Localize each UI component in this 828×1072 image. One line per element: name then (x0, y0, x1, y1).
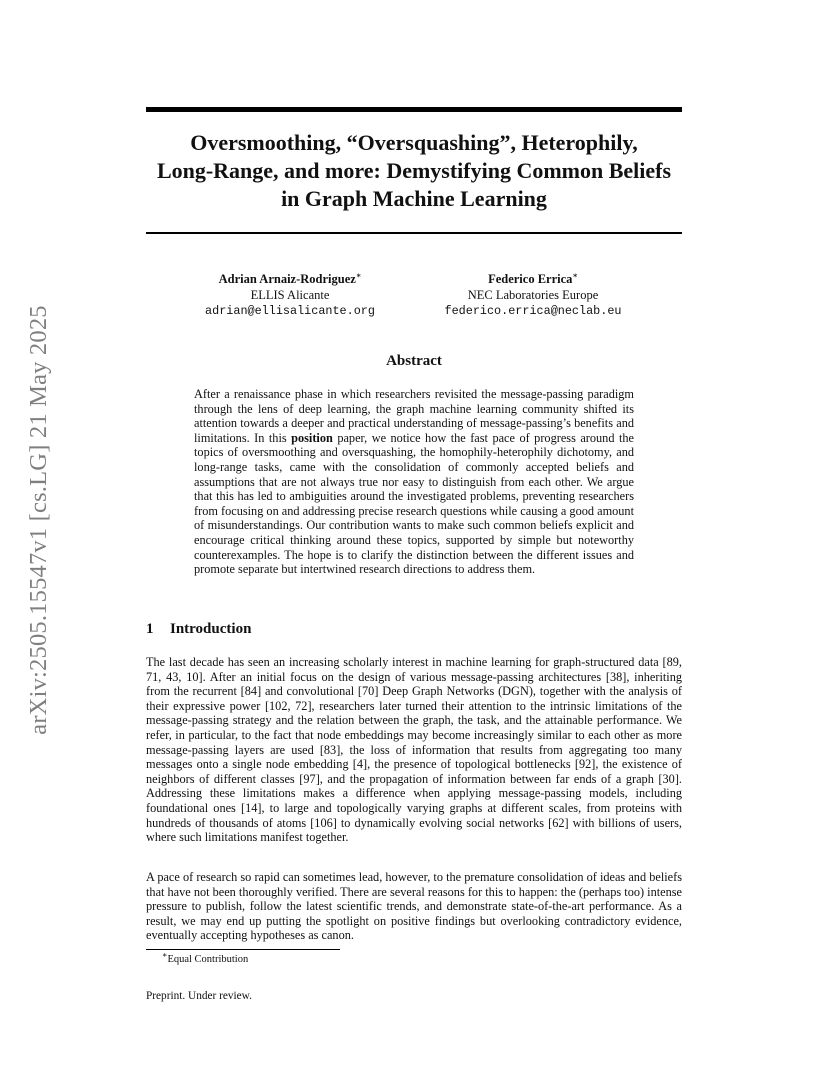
paper-title (146, 129, 682, 213)
author-name: Federico Errica∗ (488, 270, 578, 286)
footnote-text: Equal Contribution (167, 954, 249, 965)
footnote-rule (146, 949, 340, 950)
author-affiliation: NEC Laboratories Europe (467, 288, 599, 302)
section-title: Introduction (170, 621, 252, 637)
author-affiliation: ELLIS Alicante (250, 288, 330, 302)
title-line: in Graph Machine Learning (281, 186, 547, 211)
abstract-bold-word: position (291, 430, 333, 445)
equal-contribution-mark: ∗ (355, 270, 362, 280)
title-line: Long-Range, and more: Demystifying Common Beliefs (156, 158, 672, 183)
preprint-note: Preprint. Under review. (146, 990, 252, 1002)
arxiv-identifier-stamp: arXiv:2505.15547v1 [cs.LG] 21 May 2025 (25, 305, 52, 735)
author-block-2 (430, 271, 636, 319)
abstract-heading: Abstract (386, 353, 442, 369)
footnote (162, 950, 249, 966)
section-number: 1 (146, 621, 154, 637)
author-email[interactable]: federico.errica@neclab.eu (444, 304, 622, 318)
title-bottom-rule (146, 232, 682, 234)
equal-contribution-mark: ∗ (572, 270, 578, 280)
title-line: Oversmoothing, “Oversquashing”, Heterophily, (190, 130, 638, 155)
author-block-1 (190, 271, 390, 319)
intro-paragraph-2: A pace of research so rapid can sometimes lead, however, to the premature consolidation of ideas and beliefs that have not been thoroughly verified. There are several reasons for this to happen: the (perhaps too) intense pressure to publish, follow the latest scientific trends, and demonstrate state-of-the-art performance. As a result, we may end up putting the spotlight on positive findings but overlooking contradictory evidence, eventually accepting hypotheses as canon. (146, 870, 682, 943)
intro-paragraph-1: The last decade has seen an increasing scholarly interest in machine learning for graph-structured data [89, 71, 43, 10]. After an initial focus on the design of various message-passing architectures [38], inheriting from the recurrent [84] and convolutional [70] Deep Graph Networks (DGN), together with the analysis of their expressive power [102, 72], researchers later turned their attention to the intrinsic limitations of the message-passing strategy and the relation between the graph, the task, and the attainable performance. We refer, in particular, to the fact that node embeddings may become increasingly similar to each other as more message-passing layers are used [83], the loss of information that results from aggregating too many messages onto a single node embedding [4], the presence of topological bottlenecks [92], the existence of neighbors of different classes [97], and the propagation of information between far ends of a graph [30]. Addressing these limitations makes a difference when applying message-passing models, including foundational ones [14], to large and topologically varying graphs at different scales, from proteins with hundreds of thousands of atoms [106] to dynamically evolving social networks [62] with billions of users, where such limitations manifest together. (146, 655, 682, 845)
author-name: Adrian Arnaiz-Rodriguez∗ (218, 270, 362, 286)
abstract-body: After a renaissance phase in which researchers revisited the message-passing paradigm through the lens of deep learning, the graph machine learning community shifted its attention towards a deeper and practical understanding of message-passing’s benefits and limitations. In this position paper, we notice how the fast pace of progress around the topics of oversmoothing and oversquashing, the homophily-heterophily dichotomy, and long-range tasks, came with the consolidation of commonly accepted beliefs and assumptions that are not always true nor easy to distinguish from each other. We argue that this has led to ambiguities around the investigated problems, preventing researchers from focusing on and addressing precise research questions while causing a good amount of misunderstandings. Our contribution wants to make such common beliefs explicit and encourage critical thinking around these topics, supported by simple but noteworthy counterexamples. The hope is to clarify the distinction between the different issues and promote separate but intertwined research directions to address them. (194, 387, 634, 577)
footnote-mark: ∗ (162, 950, 168, 960)
author-email[interactable]: adrian@ellisalicante.org (205, 304, 375, 318)
section-heading (146, 621, 251, 638)
title-top-rule (146, 107, 682, 112)
